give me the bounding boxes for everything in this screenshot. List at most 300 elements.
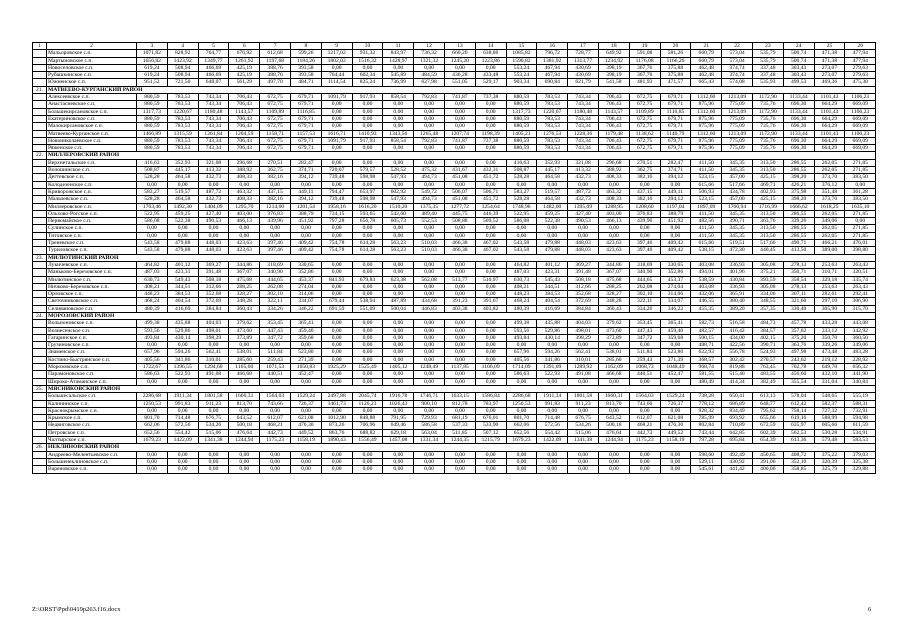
settlement-name: Грузиновское с.п. xyxy=(47,342,137,349)
value-cell: 0,00 xyxy=(352,349,383,356)
value-cell: 262,08 xyxy=(629,283,660,290)
value-cell: 1760,94 xyxy=(722,203,753,210)
value-cell: 0,00 xyxy=(444,327,475,334)
value-cell: 0,00 xyxy=(475,108,506,115)
value-cell: 1248,49 xyxy=(414,364,445,371)
value-cell: 643,52 xyxy=(229,415,260,422)
value-cell: 547,93 xyxy=(383,196,414,203)
value-cell: 345,35 xyxy=(722,232,753,239)
settlement-name: Селивановское с.п. xyxy=(47,305,137,312)
value-cell: 348,28 xyxy=(229,298,260,305)
value-cell: 430,14 xyxy=(537,334,568,341)
value-cell: 328,27 xyxy=(229,291,260,298)
value-cell: 706,43 xyxy=(598,137,629,144)
value-cell: 397,46 xyxy=(629,240,660,247)
value-cell: 274,04 xyxy=(290,283,321,290)
value-cell: 1410,93 xyxy=(352,130,383,137)
value-cell: 522,38 xyxy=(537,218,568,225)
value-cell: 602,92 xyxy=(383,188,414,195)
value-cell: 490,53 xyxy=(568,218,599,225)
value-cell: 506,71 xyxy=(475,188,506,195)
value-cell: 801,70 xyxy=(506,415,537,422)
value-cell: 834,49 xyxy=(722,407,753,414)
value-cell: 0,00 xyxy=(167,225,198,232)
value-cell: 0,00 xyxy=(290,232,321,239)
value-cell: 262,05 xyxy=(814,167,845,174)
value-cell: 313,50 xyxy=(752,232,783,239)
value-cell: 340,84 xyxy=(845,378,876,385)
table-row xyxy=(33,79,876,86)
value-cell: 1050,83 xyxy=(290,364,321,371)
value-cell: 278,13 xyxy=(783,261,814,268)
value-cell: 785,99 xyxy=(691,415,722,422)
value-cell: 382,16 xyxy=(260,174,291,181)
value-cell: 1317,73 xyxy=(506,108,537,115)
value-cell: 408,33 xyxy=(598,174,629,181)
settlement-name: Калининское с.п. xyxy=(47,400,137,407)
value-cell: 347,72 xyxy=(260,334,291,341)
value-cell: 1143,57 xyxy=(229,108,260,115)
value-cell: 1510,20 xyxy=(383,203,414,210)
table-row xyxy=(33,283,876,290)
value-cell: 464,58 xyxy=(167,196,198,203)
value-cell: 1114,54 xyxy=(321,79,352,86)
value-cell: 411,50 xyxy=(691,225,722,232)
row-index-cell xyxy=(33,400,47,407)
table-row xyxy=(33,115,876,122)
value-cell: 611,59 xyxy=(845,422,876,429)
value-cell: 714,48 xyxy=(537,415,568,422)
value-cell: 0,00 xyxy=(167,407,198,414)
value-cell: 492,49 xyxy=(722,451,753,458)
value-cell: 578,04 xyxy=(783,393,814,400)
settlement-name: Верхнетальское с.п. xyxy=(47,159,137,166)
value-cell: 657,96 xyxy=(137,349,168,356)
value-cell: 649,92 xyxy=(598,50,629,57)
value-cell: 660,79 xyxy=(691,57,722,64)
value-cell: 563,04 xyxy=(414,429,445,436)
value-cell: 538,15 xyxy=(691,247,722,254)
settlement-name: Крымское с.п. xyxy=(47,415,137,422)
value-cell: 369,27 xyxy=(198,261,229,268)
value-cell: 1315,59 xyxy=(167,130,198,137)
value-cell: 0,00 xyxy=(321,232,352,239)
value-cell: 0,00 xyxy=(568,451,599,458)
value-cell: 534,26 xyxy=(568,422,599,429)
value-cell: 434,68 xyxy=(414,298,445,305)
value-cell: 506,07 xyxy=(444,188,475,195)
value-cell: 456,60 xyxy=(783,371,814,378)
value-cell: 413,32 xyxy=(198,167,229,174)
value-cell: 0,00 xyxy=(260,378,291,385)
value-cell: 0,00 xyxy=(352,407,383,414)
value-cell: 0,00 xyxy=(383,101,414,108)
value-cell: 1026,43 xyxy=(383,400,414,407)
value-cell: 1428,97 xyxy=(383,57,414,64)
value-cell: 880,59 xyxy=(137,123,168,130)
value-cell: 0,00 xyxy=(660,225,691,232)
header-cell: 15 xyxy=(506,43,537,50)
value-cell: 0,00 xyxy=(290,342,321,349)
value-cell: 403,00 xyxy=(229,210,260,217)
value-cell: 775,09 xyxy=(722,137,753,144)
value-cell: 0,00 xyxy=(352,291,383,298)
value-cell: 449,11 xyxy=(290,188,321,195)
value-cell: 573,04 xyxy=(722,57,753,64)
value-cell: 292,41 xyxy=(845,291,876,298)
value-cell: 329,88 xyxy=(845,466,876,473)
value-cell: 394,12 xyxy=(660,196,691,203)
value-cell: 0,00 xyxy=(383,145,414,152)
value-cell: 679,71 xyxy=(290,137,321,144)
value-cell: 476,30 xyxy=(660,422,691,429)
value-cell: 508,87 xyxy=(506,167,537,174)
value-cell: 672,75 xyxy=(629,94,660,101)
value-cell: 1666,62 xyxy=(783,203,814,210)
value-cell: 394,12 xyxy=(290,174,321,181)
value-cell: 500,74 xyxy=(783,57,814,64)
settlement-name: Вознесенское с.п. xyxy=(47,327,137,334)
value-cell: 483,28 xyxy=(845,349,876,356)
value-cell: 476,64 xyxy=(229,429,260,436)
value-cell: 464,58 xyxy=(537,196,568,203)
value-cell: 0,00 xyxy=(475,101,506,108)
value-cell: 380,40 xyxy=(722,298,753,305)
settlement-name: Знаменское с.п. xyxy=(47,349,137,356)
value-cell: 0,00 xyxy=(321,283,352,290)
value-cell: 383,50 xyxy=(845,174,876,181)
value-cell: 367,76 xyxy=(629,72,660,79)
value-cell: 593,65 xyxy=(352,210,383,217)
value-cell: 1137,85 xyxy=(444,364,475,371)
value-cell: 388,76 xyxy=(260,64,291,71)
value-cell: 621,08 xyxy=(660,415,691,422)
settlement-name: Колодезенское с.п. xyxy=(47,181,137,188)
value-cell: 1109,89 xyxy=(260,108,291,115)
value-cell: 0,00 xyxy=(167,466,198,473)
value-cell: 285,60 xyxy=(598,356,629,363)
value-cell: 1158,71 xyxy=(260,130,291,137)
value-cell: 416,42 xyxy=(722,327,753,334)
table-row xyxy=(33,108,876,115)
value-cell: 728,77 xyxy=(568,50,599,57)
value-cell: 271,85 xyxy=(845,159,876,166)
value-cell: 0,00 xyxy=(568,407,599,414)
value-cell: 1341,38 xyxy=(198,437,229,444)
settlement-name: Мальоровское с.п. xyxy=(47,50,137,57)
header-cell: 23 xyxy=(752,43,783,50)
table-row xyxy=(33,466,876,473)
value-cell: 498,01 xyxy=(568,327,599,334)
table-row xyxy=(33,371,876,378)
value-cell: 1176,08 xyxy=(629,57,660,64)
value-cell: 541,58 xyxy=(598,79,629,86)
settlement-name: Морозовское с.п. xyxy=(47,364,137,371)
value-cell: 880,59 xyxy=(137,101,168,108)
value-cell: 1616,71 xyxy=(321,130,352,137)
value-cell: 0,00 xyxy=(352,123,383,130)
value-cell: 605,73 xyxy=(383,218,414,225)
value-cell: 0,00 xyxy=(629,458,660,465)
value-cell: 270,51 xyxy=(629,159,660,166)
value-cell: 0,00 xyxy=(383,225,414,232)
value-cell: 0,00 xyxy=(475,261,506,268)
value-cell: 398,19 xyxy=(598,72,629,79)
value-cell: 374,74 xyxy=(722,72,753,79)
value-cell: 500,74 xyxy=(783,50,814,57)
value-cell: 330,65 xyxy=(290,261,321,268)
value-cell: 0,00 xyxy=(475,320,506,327)
value-cell: 0,00 xyxy=(260,451,291,458)
value-cell: 480,39 xyxy=(137,305,168,312)
value-cell: 349,06 xyxy=(845,342,876,349)
value-cell: 613,13 xyxy=(752,393,783,400)
value-cell: 408,21 xyxy=(137,283,168,290)
value-cell: 0,00 xyxy=(383,108,414,115)
value-cell: 334,06 xyxy=(752,291,783,298)
value-cell: 662,06 xyxy=(137,422,168,429)
value-cell: 619,24 xyxy=(137,64,168,71)
row-index-cell xyxy=(33,123,47,130)
value-cell: 313,50 xyxy=(752,167,783,174)
value-cell: 451,72 xyxy=(475,174,506,181)
value-cell: 345,35 xyxy=(722,225,753,232)
value-cell: 480,39 xyxy=(506,305,537,312)
value-cell: 669,09 xyxy=(845,101,876,108)
value-cell: 341,86 xyxy=(537,356,568,363)
value-cell: 375,98 xyxy=(783,188,814,195)
value-cell: 538,59 xyxy=(691,276,722,283)
value-cell: 714,48 xyxy=(167,415,198,422)
row-index-cell xyxy=(33,240,47,247)
value-cell: 313,50 xyxy=(752,159,783,166)
value-cell: 605,66 xyxy=(814,422,845,429)
value-cell: 0,00 xyxy=(352,108,383,115)
value-cell: 305,90 xyxy=(814,305,845,312)
value-cell: 0,00 xyxy=(506,225,537,232)
value-cell: 515,06 xyxy=(568,429,599,436)
value-cell: 1714,09 xyxy=(506,364,537,371)
value-cell: 654,39 xyxy=(752,437,783,444)
value-cell: 388,79 xyxy=(660,210,691,217)
value-cell: 547,93 xyxy=(383,174,414,181)
value-cell: 1423,92 xyxy=(167,57,198,64)
value-cell: 0,00 xyxy=(321,466,352,473)
value-cell: 271,85 xyxy=(845,210,876,217)
value-cell: 0,00 xyxy=(660,451,691,458)
value-cell: 0,00 xyxy=(444,356,475,363)
settlement-name: Титовское с.п. xyxy=(47,232,137,239)
value-cell: 0,00 xyxy=(475,356,506,363)
value-cell: 282,47 xyxy=(660,159,691,166)
value-cell: 1660,31 xyxy=(229,393,260,400)
value-cell: 0,00 xyxy=(290,458,321,465)
value-cell: 0,00 xyxy=(321,115,352,122)
value-cell: 736,32 xyxy=(414,50,445,57)
value-cell: 743,34 xyxy=(198,123,229,130)
value-cell: 1331,34 xyxy=(414,437,445,444)
row-index-cell xyxy=(33,218,47,225)
value-cell: 393,59 xyxy=(752,276,783,283)
value-cell: 448,03 xyxy=(198,247,229,254)
value-cell: 358,54 xyxy=(783,276,814,283)
value-cell: 848,88 xyxy=(352,415,383,422)
value-cell: 1091,79 xyxy=(321,94,352,101)
value-cell: 743,34 xyxy=(568,101,599,108)
value-cell: 586,08 xyxy=(506,218,537,225)
value-cell: 457,00 xyxy=(722,174,753,181)
value-cell: 0,00 xyxy=(506,181,537,188)
value-cell: 0,00 xyxy=(475,64,506,71)
value-cell: 543,58 xyxy=(506,240,537,247)
value-cell: 337,48 xyxy=(752,72,783,79)
value-cell: 928,32 xyxy=(691,407,722,414)
value-cell: 352,68 xyxy=(198,291,229,298)
value-cell: 372,69 xyxy=(568,298,599,305)
value-cell: 408,33 xyxy=(598,196,629,203)
value-cell: 511,84 xyxy=(260,349,291,356)
value-cell: 778,12 xyxy=(691,400,722,407)
value-cell: 797,28 xyxy=(321,218,352,225)
value-cell: 425,15 xyxy=(752,174,783,181)
value-cell: 562,41 xyxy=(198,349,229,356)
value-cell: 0,00 xyxy=(290,225,321,232)
value-cell: 468,21 xyxy=(260,422,291,429)
value-cell: 0,00 xyxy=(137,378,168,385)
value-cell: 783,53 xyxy=(537,115,568,122)
value-cell: 796,72 xyxy=(537,50,568,57)
value-cell: 0,00 xyxy=(137,181,168,188)
value-cell: 0,00 xyxy=(537,407,568,414)
value-cell: 1228,36 xyxy=(568,130,599,137)
row-index-cell xyxy=(33,298,47,305)
value-cell: 484,73 xyxy=(752,320,783,327)
value-cell: 612,68 xyxy=(260,50,291,57)
value-cell: 0,00 xyxy=(167,458,198,465)
value-cell: 466,13 xyxy=(229,218,260,225)
value-cell: 448,23 xyxy=(137,291,168,298)
value-cell: 522,93 xyxy=(537,371,568,378)
settlement-name: Криворожское с.п. xyxy=(47,188,137,195)
value-cell: 0,00 xyxy=(444,334,475,341)
value-cell: 390,71 xyxy=(752,342,783,349)
value-cell: 672,75 xyxy=(629,137,660,144)
row-index-cell xyxy=(33,378,47,385)
value-cell: 655,66 xyxy=(752,415,783,422)
value-cell: 1012,90 xyxy=(321,415,352,422)
value-cell: 672,75 xyxy=(260,115,291,122)
value-cell: 1207,74 xyxy=(444,130,475,137)
value-cell: 353,45 xyxy=(629,320,660,327)
value-cell: 416,63 xyxy=(137,159,168,166)
value-cell: 535,79 xyxy=(752,50,783,57)
table-row xyxy=(33,422,876,429)
value-cell: 586,63 xyxy=(137,371,168,378)
value-cell: 1516,32 xyxy=(352,57,383,64)
value-cell: 431,67 xyxy=(444,167,475,174)
value-cell: 449,52 xyxy=(290,429,321,436)
value-cell: 1172,90 xyxy=(752,130,783,137)
value-cell: 664,29 xyxy=(814,101,845,108)
value-cell: 0,00 xyxy=(260,232,291,239)
value-cell: 0,00 xyxy=(383,320,414,327)
value-cell: 0,00 xyxy=(629,232,660,239)
value-cell: 0,00 xyxy=(414,145,445,152)
value-cell: 1801,58 xyxy=(198,393,229,400)
value-cell: 401,96 xyxy=(722,269,753,276)
value-cell: 743,44 xyxy=(691,429,722,436)
value-cell: 391,06 xyxy=(752,458,783,465)
value-cell: 0,00 xyxy=(229,181,260,188)
value-cell: 253,63 xyxy=(814,283,845,290)
value-cell: 669,09 xyxy=(845,123,876,130)
value-cell: 875,96 xyxy=(691,101,722,108)
value-cell: 1106,23 xyxy=(845,94,876,101)
value-cell: 1958,16 xyxy=(321,203,352,210)
value-cell: 1220,67 xyxy=(537,108,568,115)
value-cell: 0,00 xyxy=(414,356,445,363)
value-cell: 475,32 xyxy=(414,167,445,174)
value-cell: 404,54 xyxy=(537,298,568,305)
value-cell: 1101,43 xyxy=(814,130,845,137)
value-cell: 0,00 xyxy=(290,378,321,385)
value-cell: 367,76 xyxy=(629,64,660,71)
region-number: 26. xyxy=(33,444,47,451)
value-cell: 614,28 xyxy=(352,240,383,247)
value-cell: 900,10 xyxy=(414,400,445,407)
value-cell: 403,82 xyxy=(475,305,506,312)
value-cell: 0,00 xyxy=(383,232,414,239)
value-cell: 813,70 xyxy=(229,400,260,407)
value-cell: 1071,53 xyxy=(260,364,291,371)
value-cell: 1482,00 xyxy=(537,203,568,210)
value-cell: 451,92 xyxy=(290,218,321,225)
value-cell: 409,42 xyxy=(290,247,321,254)
value-cell: 325,38 xyxy=(845,458,876,465)
value-cell: 0,00 xyxy=(568,378,599,385)
value-cell: 500,18 xyxy=(598,422,629,429)
value-cell: 489,40 xyxy=(414,210,445,217)
value-cell: 562,53 xyxy=(783,429,814,436)
value-cell: 0,00 xyxy=(260,466,291,473)
value-cell: 672,75 xyxy=(260,94,291,101)
settlement-name: Чалтырское с.п. xyxy=(47,437,137,444)
value-cell: 726,37 xyxy=(290,400,321,407)
value-cell: 405,56 xyxy=(137,356,168,363)
value-cell: 459,40 xyxy=(290,327,321,334)
value-cell: 561,29 xyxy=(229,79,260,86)
row-index-cell xyxy=(33,291,47,298)
value-cell: 0,00 xyxy=(537,342,568,349)
value-cell: 508,88 xyxy=(444,218,475,225)
value-cell: 466,13 xyxy=(598,218,629,225)
value-cell: 0,00 xyxy=(629,378,660,385)
value-cell: 873,26 xyxy=(321,422,352,429)
value-cell: 464,58 xyxy=(167,174,198,181)
value-cell: 783,53 xyxy=(167,94,198,101)
value-cell: 1590,82 xyxy=(506,57,537,64)
value-cell: 0,00 xyxy=(414,283,445,290)
value-cell: 288,25 xyxy=(229,283,260,290)
value-cell: 0,00 xyxy=(506,378,537,385)
value-cell: 334,07 xyxy=(290,298,321,305)
value-cell: 542,60 xyxy=(383,210,414,217)
value-cell: 1746,71 xyxy=(414,393,445,400)
table-row xyxy=(33,429,876,436)
value-cell: 656,32 xyxy=(845,364,876,371)
value-cell: 440,51 xyxy=(260,371,291,378)
value-cell: 403,38 xyxy=(444,305,475,312)
